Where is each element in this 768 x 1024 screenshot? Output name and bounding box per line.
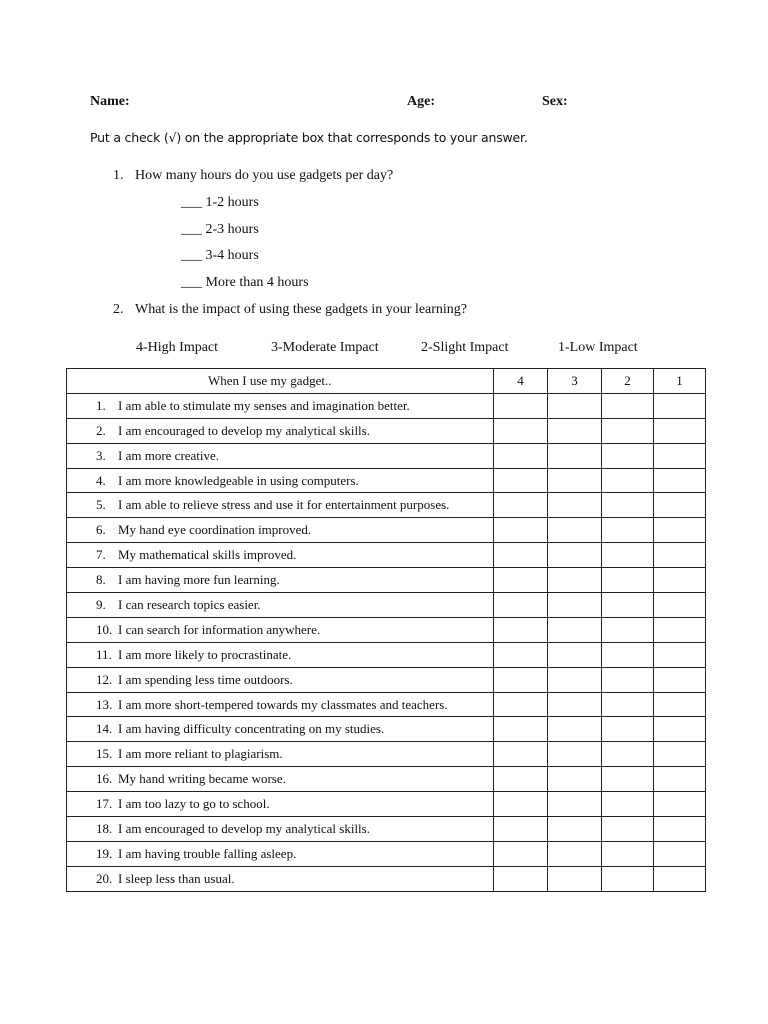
- statement-cell: [67, 543, 494, 568]
- table-row: [67, 493, 706, 518]
- statement-number: 14.: [96, 721, 113, 737]
- column-header-3: 3: [548, 369, 602, 394]
- check-box-2[interactable]: [602, 717, 654, 742]
- statement-cell: [67, 593, 494, 618]
- check-box-2[interactable]: [602, 543, 654, 568]
- statement-text: I am more reliant to plagiarism.: [118, 746, 283, 762]
- statement-cell: [67, 468, 494, 493]
- statement-text: I am having difficulty concentrating on my studies.: [118, 721, 385, 737]
- table-row: [67, 593, 706, 618]
- statement-text: I am having trouble falling asleep.: [118, 845, 297, 861]
- table-row: [67, 642, 706, 667]
- statement-number: 11.: [96, 646, 112, 662]
- check-box-4[interactable]: [494, 518, 548, 543]
- check-box-3[interactable]: [548, 593, 602, 618]
- table-row: [67, 468, 706, 493]
- question-2-number: 2.: [113, 302, 124, 317]
- check-box-2[interactable]: [602, 767, 654, 792]
- legend-high-impact: 4-High Impact: [136, 340, 219, 355]
- check-box-4[interactable]: [494, 667, 548, 692]
- question-1-text: How many hours do you use gadgets per day?: [135, 168, 394, 183]
- check-box-3[interactable]: [548, 792, 602, 817]
- statement-text: I am encouraged to develop my analytical skills.: [118, 820, 370, 836]
- table-row: [67, 543, 706, 568]
- statement-text: I can research topics easier.: [118, 596, 261, 612]
- check-box-1[interactable]: [654, 443, 706, 468]
- check-box-1[interactable]: [654, 792, 706, 817]
- check-box-3[interactable]: [548, 841, 602, 866]
- statement-number: 7.: [96, 547, 106, 563]
- statement-number: 6.: [96, 522, 106, 538]
- check-box-1[interactable]: [654, 393, 706, 418]
- statement-text: My hand eye coordination improved.: [118, 522, 312, 538]
- statement-cell: [67, 393, 494, 418]
- statement-cell: [67, 692, 494, 717]
- check-box-2[interactable]: [602, 742, 654, 767]
- statement-cell: [67, 642, 494, 667]
- statement-text: I am more knowledgeable in using computers.: [118, 472, 359, 488]
- check-box-1[interactable]: [654, 418, 706, 443]
- statement-number: 5.: [96, 497, 106, 513]
- hours-option-4[interactable]: ___ More than 4 hours: [181, 275, 309, 290]
- check-box-3[interactable]: [548, 717, 602, 742]
- statement-cell: [67, 866, 494, 891]
- table-header-statement: When I use my gadget..: [67, 369, 494, 394]
- check-box-3[interactable]: [548, 617, 602, 642]
- check-box-4[interactable]: [494, 642, 548, 667]
- legend-low-impact: 1-Low Impact: [558, 340, 638, 355]
- question-2: [113, 302, 467, 318]
- column-header-4: 4: [494, 369, 548, 394]
- check-box-1[interactable]: [654, 493, 706, 518]
- table-row: [67, 866, 706, 891]
- statement-text: I am too lazy to go to school.: [118, 796, 270, 812]
- question-2-text: What is the impact of using these gadgets in your learning?: [135, 302, 468, 317]
- statement-text: I am able to relieve stress and use it for entertainment purposes.: [118, 497, 450, 513]
- check-box-1[interactable]: [654, 617, 706, 642]
- column-header-1: 1: [654, 369, 706, 394]
- check-box-3[interactable]: [548, 692, 602, 717]
- statement-number: 9.: [96, 596, 106, 612]
- legend-slight-impact: 2-Slight Impact: [421, 340, 509, 355]
- check-box-2[interactable]: [602, 866, 654, 891]
- check-box-3[interactable]: [548, 493, 602, 518]
- table-row: [67, 418, 706, 443]
- check-box-4[interactable]: [494, 717, 548, 742]
- check-box-2[interactable]: [602, 518, 654, 543]
- check-box-3[interactable]: [548, 518, 602, 543]
- check-box-1[interactable]: [654, 692, 706, 717]
- statement-cell: [67, 568, 494, 593]
- check-box-1[interactable]: [654, 468, 706, 493]
- check-box-3[interactable]: [548, 418, 602, 443]
- sex-label: Sex:: [542, 94, 568, 109]
- check-box-1[interactable]: [654, 642, 706, 667]
- check-box-1[interactable]: [654, 667, 706, 692]
- table-row: [67, 717, 706, 742]
- statement-number: 20.: [96, 870, 113, 886]
- statement-number: 8.: [96, 572, 106, 588]
- hours-option-1[interactable]: ___ 1-2 hours: [181, 195, 259, 210]
- name-label: Name:: [90, 94, 130, 109]
- statement-number: 3.: [96, 447, 106, 463]
- check-box-4[interactable]: [494, 841, 548, 866]
- statement-number: 19.: [96, 845, 113, 861]
- table-row: [67, 518, 706, 543]
- hours-option-2[interactable]: ___ 2-3 hours: [181, 222, 259, 237]
- check-box-3[interactable]: [548, 667, 602, 692]
- check-box-4[interactable]: [494, 692, 548, 717]
- check-box-3[interactable]: [548, 642, 602, 667]
- impact-survey-table: [66, 368, 706, 892]
- statement-text: My mathematical skills improved.: [118, 547, 297, 563]
- check-box-3[interactable]: [548, 468, 602, 493]
- statement-cell: [67, 493, 494, 518]
- table-row: [67, 568, 706, 593]
- table-row: [67, 792, 706, 817]
- legend-moderate-impact: 3-Moderate Impact: [271, 340, 379, 355]
- check-box-2[interactable]: [602, 568, 654, 593]
- check-box-4[interactable]: [494, 543, 548, 568]
- check-box-1[interactable]: [654, 767, 706, 792]
- check-box-2[interactable]: [602, 792, 654, 817]
- statement-number: 18.: [96, 820, 113, 836]
- check-box-4[interactable]: [494, 493, 548, 518]
- age-label: Age:: [407, 94, 435, 109]
- check-box-1[interactable]: [654, 568, 706, 593]
- instruction-text: Put a check (√) on the appropriate box that corresponds to your answer.: [90, 130, 528, 145]
- statement-number: 15.: [96, 746, 113, 762]
- statement-text: I sleep less than usual.: [118, 870, 235, 886]
- check-box-2[interactable]: [602, 443, 654, 468]
- statement-text: I am more short-tempered towards my classmates and teachers.: [118, 696, 448, 712]
- statement-number: 12.: [96, 671, 113, 687]
- check-box-4[interactable]: [494, 767, 548, 792]
- statement-cell: [67, 667, 494, 692]
- check-box-1[interactable]: [654, 817, 706, 842]
- check-box-4[interactable]: [494, 418, 548, 443]
- check-box-2[interactable]: [602, 468, 654, 493]
- statement-cell: [67, 841, 494, 866]
- statement-cell: [67, 518, 494, 543]
- check-box-4[interactable]: [494, 593, 548, 618]
- table-row: [67, 817, 706, 842]
- check-box-4[interactable]: [494, 443, 548, 468]
- check-box-1[interactable]: [654, 841, 706, 866]
- check-box-4[interactable]: [494, 617, 548, 642]
- check-box-1[interactable]: [654, 593, 706, 618]
- statement-number: 10.: [96, 621, 113, 637]
- check-box-3[interactable]: [548, 568, 602, 593]
- table-row: [67, 767, 706, 792]
- check-box-4[interactable]: [494, 568, 548, 593]
- statement-cell: [67, 443, 494, 468]
- check-box-2[interactable]: [602, 418, 654, 443]
- statement-text: I am encouraged to develop my analytical skills.: [118, 422, 370, 438]
- check-box-4[interactable]: [494, 468, 548, 493]
- statement-cell: [67, 717, 494, 742]
- check-box-3[interactable]: [548, 742, 602, 767]
- check-box-4[interactable]: [494, 866, 548, 891]
- check-box-1[interactable]: [654, 866, 706, 891]
- check-box-1[interactable]: [654, 717, 706, 742]
- statement-text: I can search for information anywhere.: [118, 621, 321, 637]
- table-row: [67, 617, 706, 642]
- check-box-3[interactable]: [548, 767, 602, 792]
- check-box-2[interactable]: [602, 642, 654, 667]
- check-box-4[interactable]: [494, 792, 548, 817]
- statement-number: 2.: [96, 422, 106, 438]
- check-box-2[interactable]: [602, 617, 654, 642]
- check-box-2[interactable]: [602, 841, 654, 866]
- statement-text: I am able to stimulate my senses and imagination better.: [118, 397, 410, 413]
- statement-text: I am having more fun learning.: [118, 572, 280, 588]
- table-row: [67, 841, 706, 866]
- question-1-number: 1.: [113, 168, 124, 183]
- statement-number: 4.: [96, 472, 106, 488]
- check-box-3[interactable]: [548, 817, 602, 842]
- statement-cell: [67, 742, 494, 767]
- check-box-2[interactable]: [602, 667, 654, 692]
- check-box-1[interactable]: [654, 518, 706, 543]
- statement-text: I am more creative.: [118, 447, 220, 463]
- statement-number: 13.: [96, 696, 113, 712]
- check-box-1[interactable]: [654, 742, 706, 767]
- check-box-3[interactable]: [548, 866, 602, 891]
- check-box-1[interactable]: [654, 543, 706, 568]
- statement-text: I am more likely to procrastinate.: [118, 646, 292, 662]
- table-row: [67, 692, 706, 717]
- check-box-2[interactable]: [602, 593, 654, 618]
- check-box-3[interactable]: [548, 543, 602, 568]
- statement-number: 16.: [96, 771, 113, 787]
- table-row: [67, 443, 706, 468]
- check-box-4[interactable]: [494, 393, 548, 418]
- table-row: [67, 393, 706, 418]
- table-row: [67, 667, 706, 692]
- statement-cell: [67, 767, 494, 792]
- statement-cell: [67, 418, 494, 443]
- hours-option-3[interactable]: ___ 3-4 hours: [181, 248, 259, 263]
- check-box-3[interactable]: [548, 393, 602, 418]
- table-header-row: [67, 369, 706, 394]
- statement-cell: [67, 817, 494, 842]
- statement-cell: [67, 617, 494, 642]
- check-box-3[interactable]: [548, 443, 602, 468]
- statement-text: I am spending less time outdoors.: [118, 671, 293, 687]
- statement-number: 1.: [96, 397, 106, 413]
- check-box-2[interactable]: [602, 692, 654, 717]
- statement-number: 17.: [96, 796, 113, 812]
- check-box-4[interactable]: [494, 742, 548, 767]
- check-box-2[interactable]: [602, 493, 654, 518]
- statement-text: My hand writing became worse.: [118, 771, 286, 787]
- column-header-2: 2: [602, 369, 654, 394]
- check-box-4[interactable]: [494, 817, 548, 842]
- statement-cell: [67, 792, 494, 817]
- check-box-2[interactable]: [602, 817, 654, 842]
- table-row: [67, 742, 706, 767]
- check-box-2[interactable]: [602, 393, 654, 418]
- question-1: [113, 168, 393, 184]
